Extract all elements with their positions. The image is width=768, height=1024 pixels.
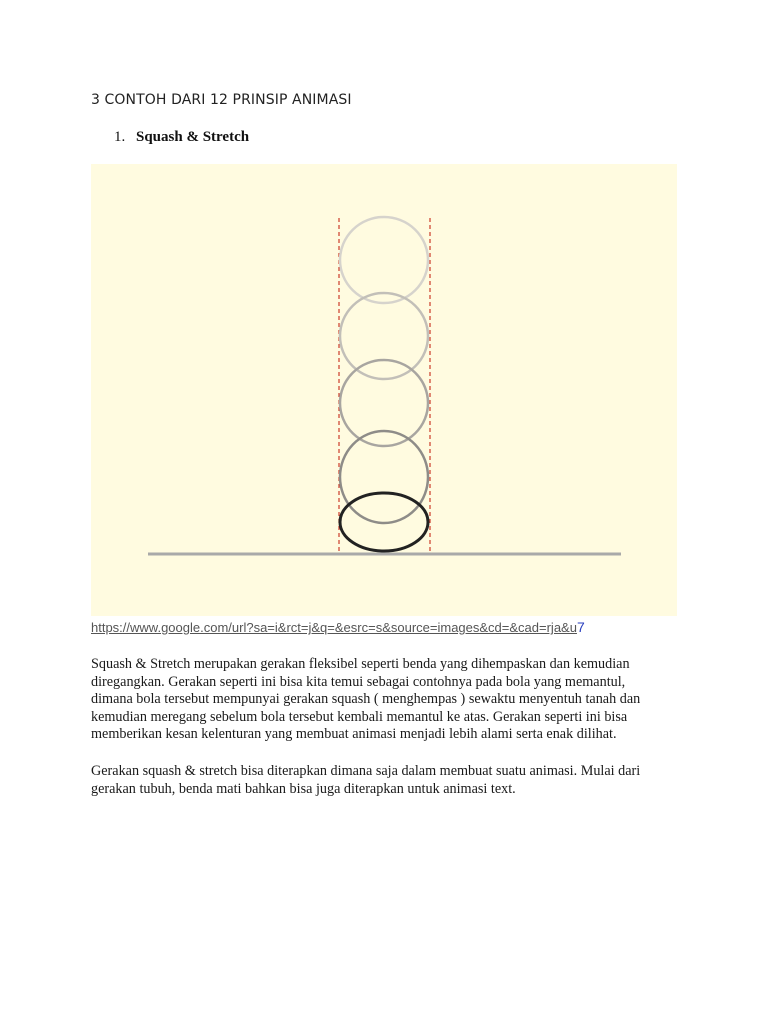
- ball-frame-3: [340, 360, 428, 446]
- paragraph-1-line: dimana bola tersebut mempunyai gerakan squash ( menghempas ) sewaktu menyentuh tanah dan: [91, 691, 641, 708]
- list-item-title: Squash & Stretch: [136, 129, 250, 145]
- source-line: [91, 619, 585, 635]
- list-number: 1.: [114, 129, 126, 145]
- bouncing-ball-illustration: [91, 164, 677, 616]
- paragraph-2-line: gerakan tubuh, benda mati bahkan bisa juga diterapkan untuk animasi text.: [91, 780, 516, 797]
- source-link[interactable]: https://www.google.com/url?sa=i&rct=j&q=&esrc=s&source=images&cd=&cad=rja&u: [91, 620, 577, 635]
- paragraph-1-line: Squash & Stretch merupakan gerakan fleksibel seperti benda yang dihempaskan dan kemudian: [91, 656, 630, 672]
- footnote-reference[interactable]: 7: [576, 619, 585, 635]
- squash-stretch-figure: [91, 164, 677, 616]
- paragraph-1-line: kemudian meregang sebelum bola tersebut kembali memantul ke atas. Gerakan seperti ini bisa: [91, 708, 628, 725]
- ball-frame-1: [340, 217, 428, 303]
- paragraph-1-line: memberikan kesan kelenturan yang membuat animasi menjadi lebih alami serta enak dilihat.: [91, 726, 617, 743]
- paragraph-2: [91, 763, 691, 798]
- paragraph-1-line: diregangkan. Gerakan seperti ini bisa kita temui sebagai contohnya pada bola yang memantul,: [91, 673, 626, 690]
- heading: 3 CONTOH DARI 12 PRINSIP ANIMASI: [91, 92, 352, 108]
- paragraph-2-line: Gerakan squash & stretch bisa diterapkan dimana saja dalam membuat suatu animasi. Mulai dari: [91, 763, 641, 779]
- ball-frame-2: [340, 293, 428, 379]
- list-item: [114, 129, 249, 146]
- paragraph-1: [91, 656, 691, 744]
